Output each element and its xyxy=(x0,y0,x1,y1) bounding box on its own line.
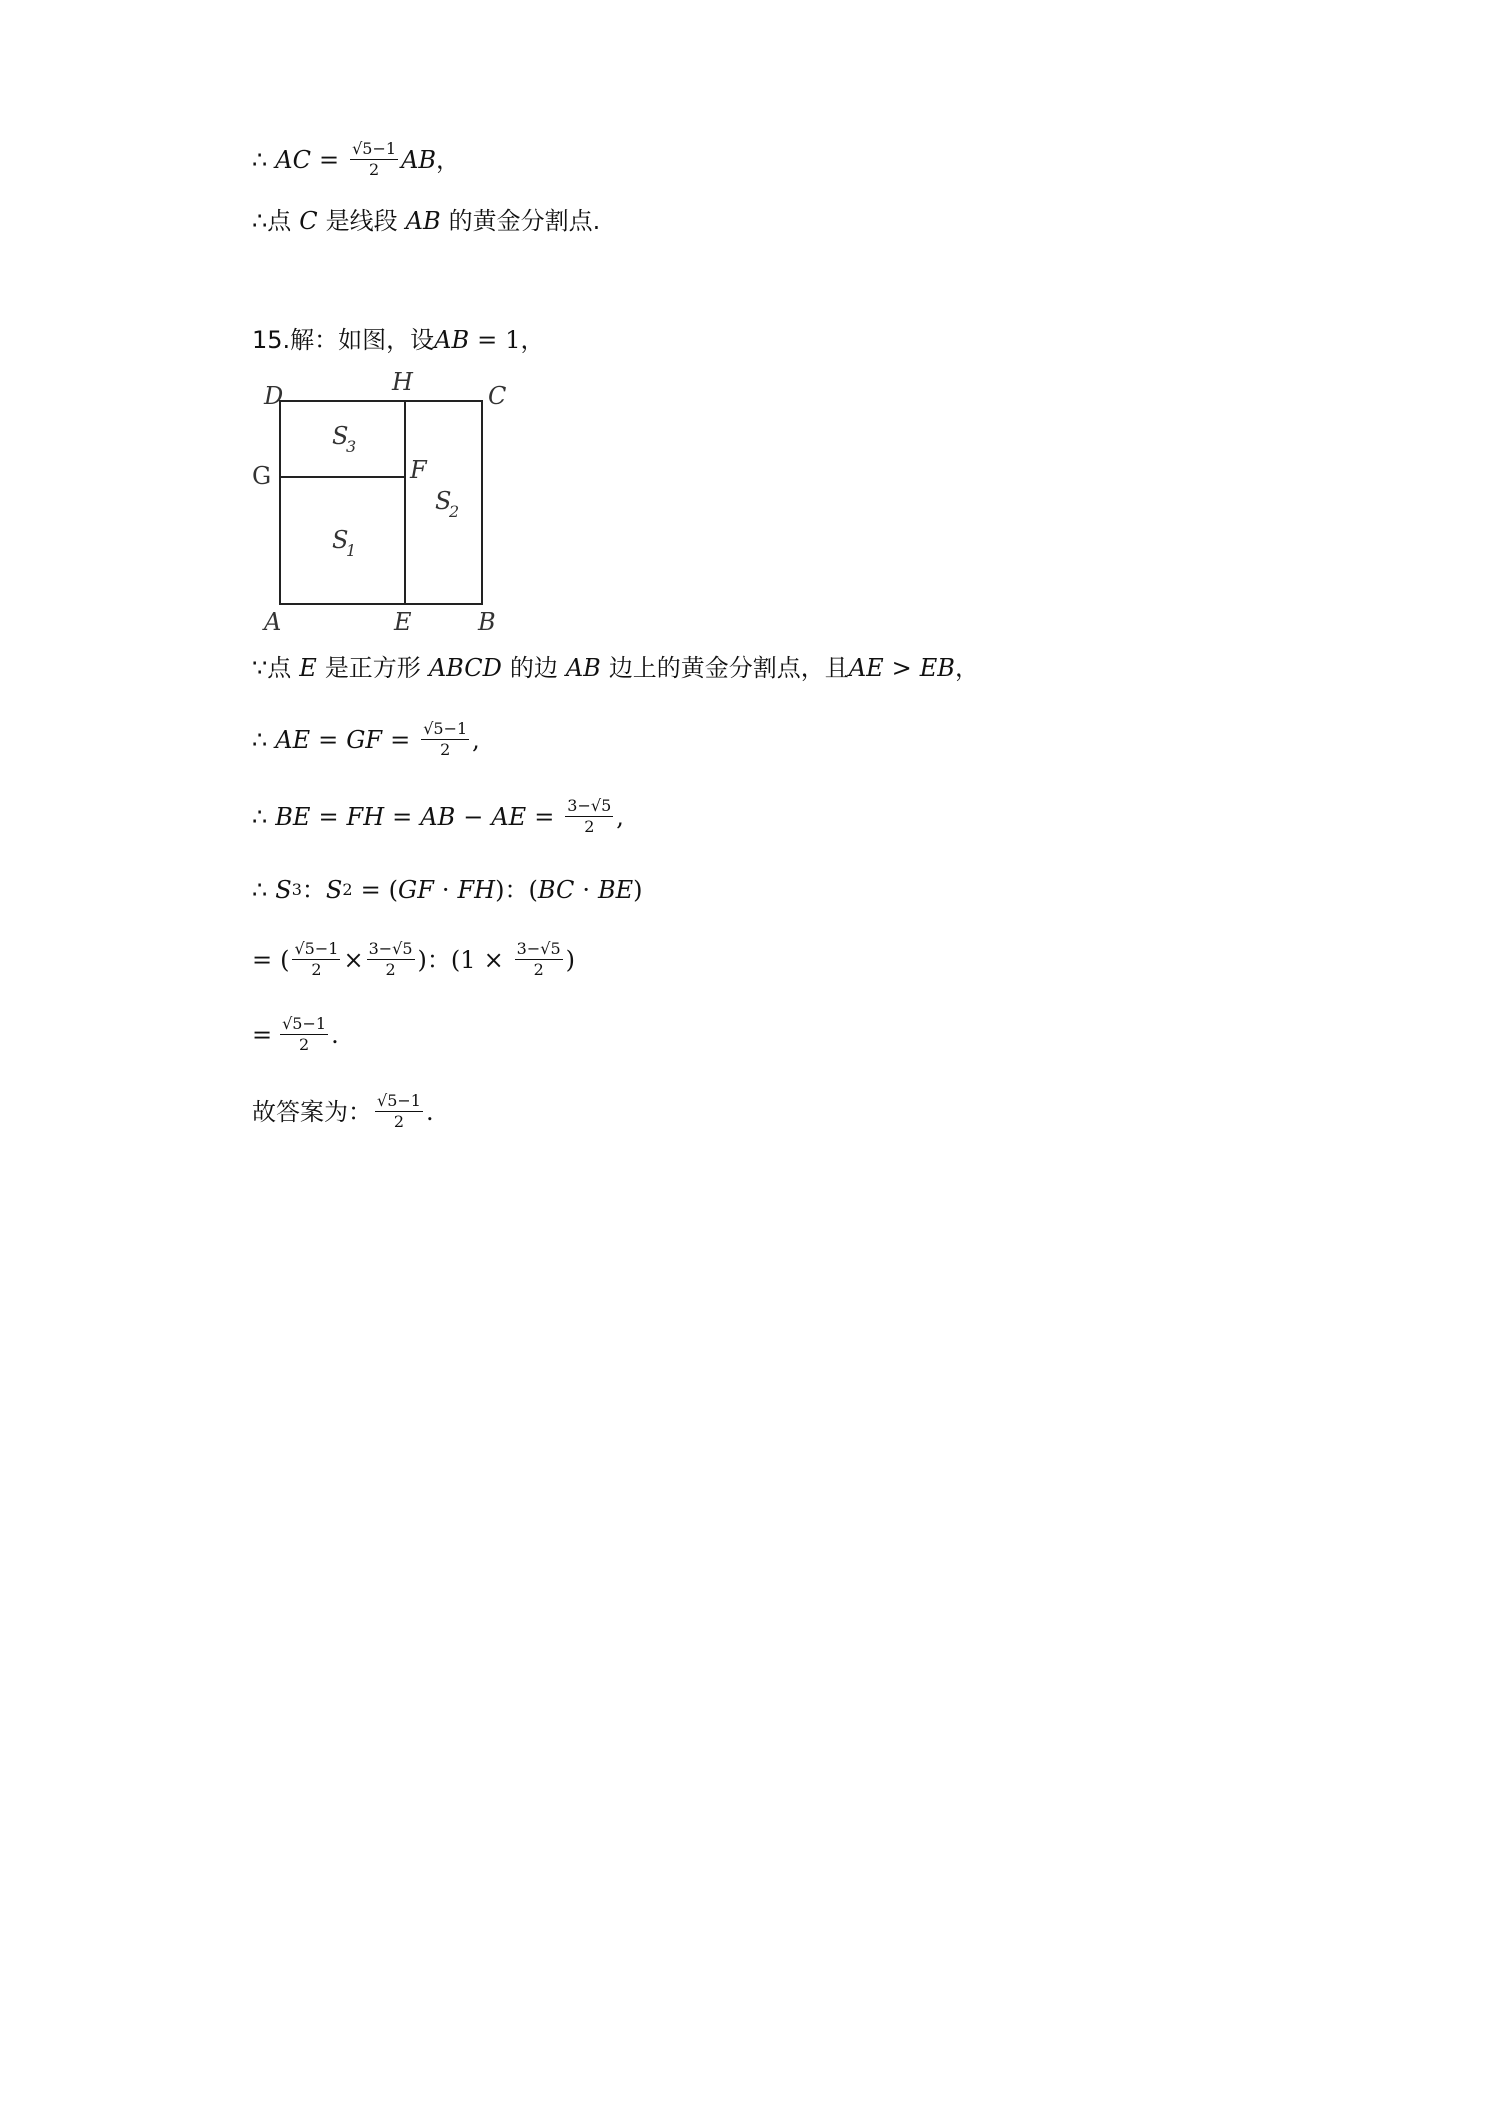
times-sign: × xyxy=(343,945,364,974)
math-point-c: C xyxy=(299,207,318,235)
fraction-denominator: 2 xyxy=(440,740,451,759)
line-golden-point-e xyxy=(252,653,979,683)
math-ab: AB xyxy=(420,802,456,831)
line-ac-ratio xyxy=(252,140,460,179)
equals-sign: = xyxy=(318,725,339,754)
minus-sign: − xyxy=(463,802,484,831)
equals-sign: = xyxy=(252,1020,273,1049)
line-area-ratio xyxy=(252,875,642,905)
subscript-2: 2 xyxy=(342,880,353,899)
region-s3-subscript: 3 xyxy=(346,437,357,456)
math-ae: AE xyxy=(848,654,884,682)
label-h: H xyxy=(392,368,413,396)
math-eb: EB xyxy=(919,654,955,682)
text-prefix: ∴点 xyxy=(252,207,292,235)
answer-prefix: 故答案为： xyxy=(252,1097,372,1126)
dot-operator: · xyxy=(441,876,450,904)
left-paren: ( xyxy=(450,945,461,974)
fraction-numerator: 3−√5 xyxy=(567,796,612,815)
fraction-numerator: 3−√5 xyxy=(516,939,561,958)
line-final-answer xyxy=(252,1092,434,1131)
equals-sign: = xyxy=(390,725,411,754)
right-paren: ) xyxy=(495,876,505,904)
fraction xyxy=(280,1015,328,1054)
fraction-denominator: 2 xyxy=(385,960,396,979)
math-s: S xyxy=(275,876,292,904)
greater-than: > xyxy=(891,654,912,682)
math-ac: AC xyxy=(275,145,311,174)
equals-sign: = xyxy=(318,802,339,831)
math-gf: GF xyxy=(398,876,434,904)
equals-sign: = xyxy=(318,145,340,174)
equals-sign: = xyxy=(534,802,555,831)
fraction xyxy=(367,940,415,979)
line-ratio-result xyxy=(252,1015,339,1054)
equals-sign: = xyxy=(477,326,498,354)
fraction xyxy=(292,940,340,979)
math-ae: AE xyxy=(491,802,527,831)
punctuation: , xyxy=(472,725,480,754)
math-segment-ab: AB xyxy=(405,207,441,235)
math-fh: FH xyxy=(457,876,496,904)
right-paren: ) xyxy=(565,945,576,974)
line-golden-point-c xyxy=(252,206,600,236)
region-s1: S xyxy=(332,526,349,554)
text-part: 是正方形 xyxy=(324,654,421,682)
times-sign: × xyxy=(483,945,504,974)
fraction-numerator: √5−1 xyxy=(423,719,468,738)
label-c: C xyxy=(488,382,507,410)
ratio-colon: ： xyxy=(504,876,529,904)
punctuation: . xyxy=(331,1020,339,1049)
fraction-denominator: 2 xyxy=(299,1035,310,1054)
fraction-denominator: 2 xyxy=(368,160,380,179)
label-a: A xyxy=(264,608,282,636)
punctuation: , xyxy=(616,802,624,831)
line-problem-15 xyxy=(252,325,545,355)
math-side-ab: AB xyxy=(565,654,601,682)
punctuation: ， xyxy=(436,145,461,174)
label-f: F xyxy=(410,456,427,484)
fraction-numerator: √5−1 xyxy=(377,1091,421,1110)
ratio-colon: ： xyxy=(301,876,326,904)
value-one: 1 xyxy=(460,945,476,974)
math-point-e: E xyxy=(299,654,317,682)
punctuation: ， xyxy=(954,654,979,682)
punctuation: . xyxy=(425,1097,434,1126)
therefore-symbol: ∴ xyxy=(252,725,268,754)
therefore-symbol: ∴ xyxy=(252,876,268,904)
value-one: 1 xyxy=(505,326,521,354)
label-g: G xyxy=(252,462,272,490)
left-paren: ( xyxy=(388,876,399,904)
math-ab: AB xyxy=(401,145,437,174)
math-ab: AB xyxy=(434,326,470,354)
line-ae-gf xyxy=(252,720,480,759)
right-paren: ) xyxy=(417,945,427,974)
fraction xyxy=(565,797,613,836)
equals-sign: = xyxy=(360,876,381,904)
math-square-abcd: ABCD xyxy=(428,654,502,682)
label-e: E xyxy=(394,608,412,636)
label-b: B xyxy=(478,608,496,636)
fraction xyxy=(421,720,469,759)
math-ae: AE xyxy=(275,725,311,754)
math-fh: FH xyxy=(346,802,385,831)
fraction-denominator: 2 xyxy=(311,960,322,979)
line-ratio-expansion xyxy=(252,940,575,979)
fraction xyxy=(515,940,563,979)
fraction-numerator: √5−1 xyxy=(294,939,339,958)
therefore-symbol: ∴ xyxy=(252,802,268,831)
therefore-symbol: ∴ xyxy=(252,145,268,174)
left-paren: ( xyxy=(280,945,290,974)
math-s: S xyxy=(325,876,343,904)
fraction-denominator: 2 xyxy=(533,960,544,979)
math-be: BE xyxy=(275,802,311,831)
fraction-denominator: 2 xyxy=(584,817,595,836)
square-diagram xyxy=(252,368,516,636)
fraction-numerator: √5−1 xyxy=(352,139,397,158)
text-mid: 是线段 xyxy=(325,207,398,235)
text-tail: 的黄金分割点. xyxy=(448,207,601,235)
region-s3: S xyxy=(332,422,349,450)
fraction-denominator: 2 xyxy=(393,1112,405,1131)
fraction-numerator: 3−√5 xyxy=(368,939,413,958)
math-bc: BC xyxy=(537,876,575,904)
right-paren: ) xyxy=(633,876,643,904)
punctuation: ， xyxy=(520,326,545,354)
equals-sign: = xyxy=(252,945,273,974)
region-s2: S xyxy=(435,487,452,515)
fraction xyxy=(375,1092,423,1131)
equals-sign: = xyxy=(392,802,413,831)
text-part: 的边 xyxy=(509,654,558,682)
line-be-fh xyxy=(252,797,624,836)
problem-heading: 15.解：如图，设 xyxy=(252,326,435,354)
because-prefix: ∵点 xyxy=(252,654,292,682)
region-s1-subscript: 1 xyxy=(346,541,357,560)
fraction xyxy=(350,140,398,179)
region-s2-subscript: 2 xyxy=(449,502,460,521)
label-d: D xyxy=(264,382,284,410)
fraction-numerator: √5−1 xyxy=(282,1014,327,1033)
math-gf: GF xyxy=(346,725,383,754)
dot-operator: · xyxy=(582,876,590,904)
ratio-colon: ： xyxy=(426,945,451,974)
subscript-3: 3 xyxy=(291,880,302,899)
text-part: 边上的黄金分割点，且 xyxy=(608,654,849,682)
left-paren: ( xyxy=(528,876,538,904)
math-be: BE xyxy=(597,876,634,904)
